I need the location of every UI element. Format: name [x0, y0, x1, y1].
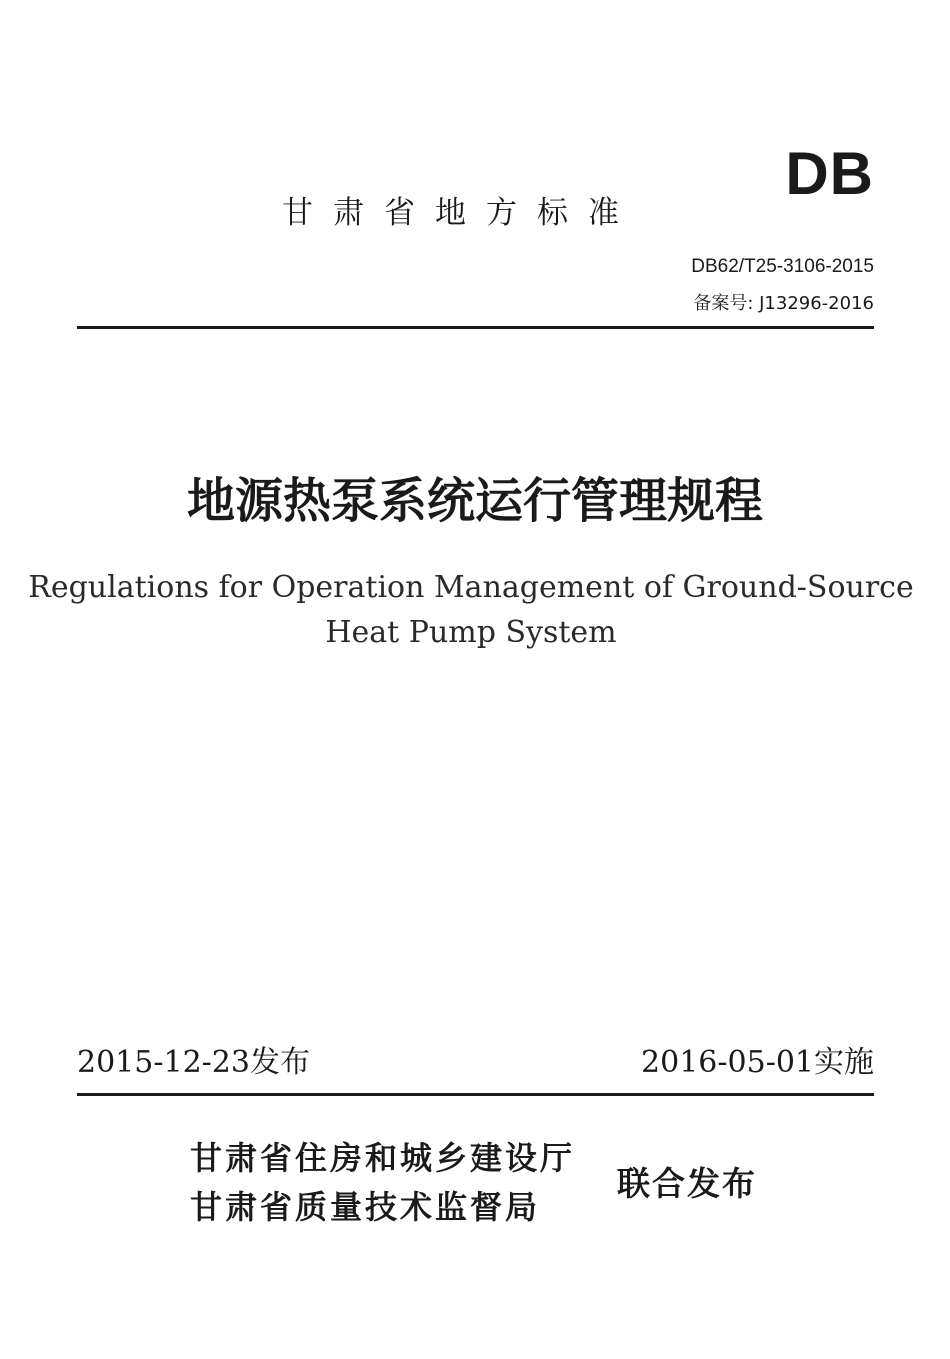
publisher-construction-department: 甘肃省住房和城乡建设厅 — [190, 1139, 576, 1177]
standard-number: DB62/T25-3106-2015 — [691, 256, 874, 277]
db-logo: DB — [785, 140, 874, 207]
document-title-english-line2: Heat Pump System — [325, 615, 617, 650]
bottom-divider — [77, 1093, 874, 1096]
implementation-date: 2016-05-01实施 — [641, 1045, 874, 1080]
joint-publication-label: 联合发布 — [617, 1164, 757, 1203]
record-number: 备案号: J13296-2016 — [693, 293, 874, 314]
standard-category: 甘肃省地方标准 — [282, 195, 639, 231]
publisher-quality-bureau: 甘肃省质量技术监督局 — [190, 1188, 541, 1226]
top-divider — [77, 326, 874, 329]
document-title-english-line1: Regulations for Operation Management of Ground-Source — [28, 570, 914, 605]
document-title-chinese: 地源热泵系统运行管理规程 — [186, 473, 763, 529]
issue-date: 2015-12-23发布 — [77, 1045, 310, 1080]
